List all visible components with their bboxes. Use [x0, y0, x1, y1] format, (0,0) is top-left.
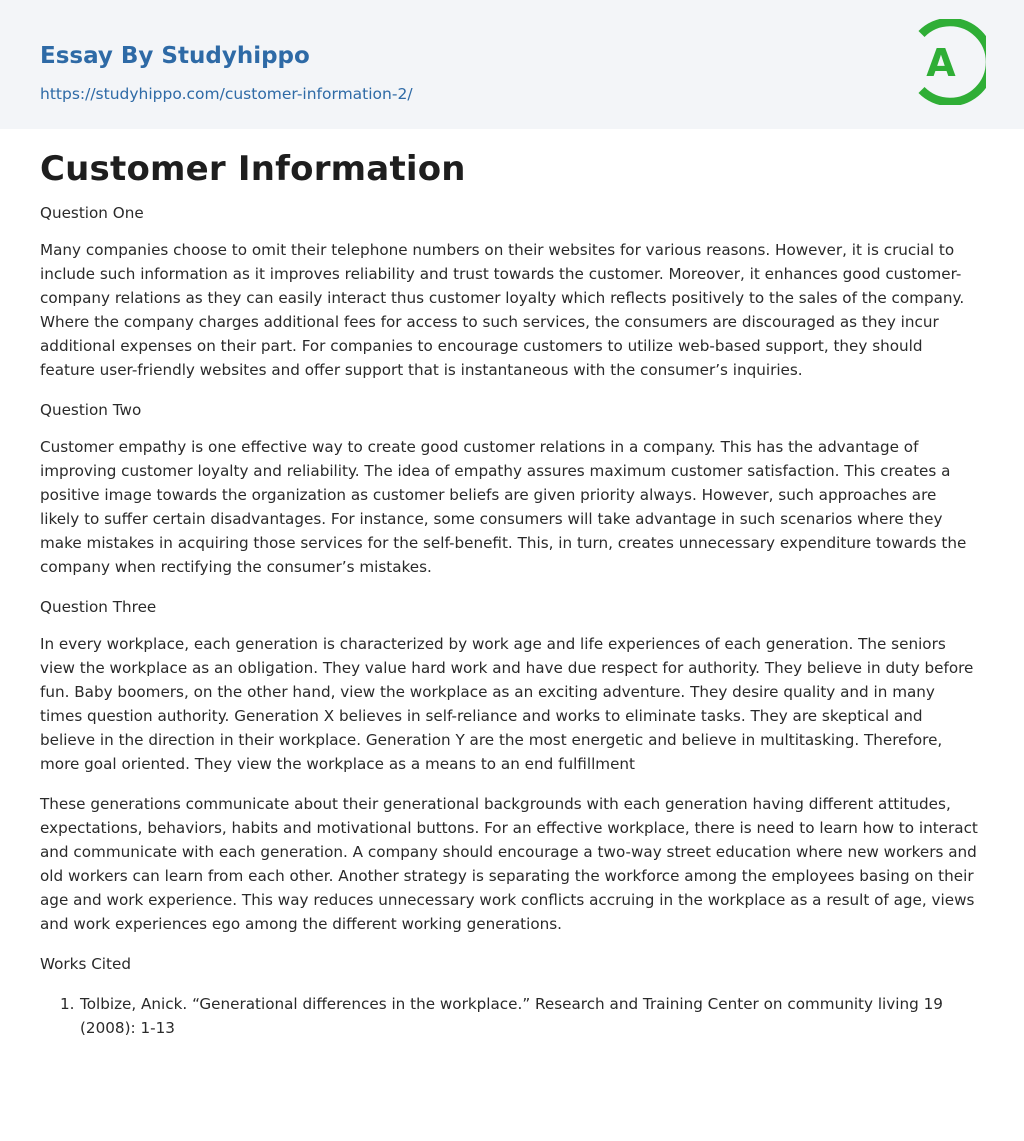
question-two-heading: Question Two	[40, 401, 142, 419]
list-item	[40, 992, 980, 1040]
reference-number: 1.	[60, 995, 75, 1013]
question-one-heading: Question One	[40, 204, 144, 222]
brand-title: Essay By Studyhippo	[40, 43, 310, 69]
question-three-heading: Question Three	[40, 598, 157, 616]
essay-content	[0, 129, 1024, 1040]
question-two-paragraph: Customer empathy is one effective way to create good customer relations in a company. This has the advantage of improving customer loyalty and reliability. The idea of empathy assures maximum customer satisfaction. This creates a positive image towards the organization as customer beliefs are given priority always. However, such approaches are likely to suffer certain disadvantages. For instance, some consumers will take advantage in such scenarios where they make mistakes in acquiring those services for the self-benefit. This, in turn, creates unnecessary expenditure towards the company when rectifying the consumer’s mistakes.	[40, 438, 967, 576]
reference-text: Tolbize, Anick. “Generational differences in the workplace.” Research and Training Center on community living 19 (2008): 1-13	[80, 995, 943, 1037]
logo-letter: A	[926, 41, 956, 85]
studyhippo-logo[interactable]	[916, 19, 986, 105]
question-three-paragraph-1: In every workplace, each generation is characterized by work age and life experiences of each generation. The seniors view the workplace as an obligation. They value hard work and have due respect for authority. They believe in duty before fun. Baby boomers, on the other hand, view the workplace as an exciting adventure. They desire quality and in many times question authority. Generation X believes in self-reliance and works to eliminate tasks. They are skeptical and believe in the direction in their workplace. Generation Y are the most energetic and believe in multitasking. Therefore, more goal oriented. They view the workplace as a means to an end fulfillment	[40, 635, 974, 773]
logo-icon	[916, 19, 986, 105]
question-three-paragraph-2: These generations communicate about their generational backgrounds with each generation having different attitudes, expectations, behaviors, habits and motivational buttons. For an effective workplace, there is need to learn how to interact and communicate with each generation. A company should encourage a two-way street education where new workers and old workers can learn from each other. Another strategy is separating the workforce among the employees basing on their age and work experience. This way reduces unnecessary work conflicts accruing in the workplace as a result of age, views and work experiences ego among the different working generations.	[40, 795, 978, 933]
page-title: Customer Information	[40, 149, 466, 189]
question-one-paragraph: Many companies choose to omit their telephone numbers on their websites for various reasons. However, it is crucial to include such information as it improves reliability and trust towards the customer. Moreover, it enhances good customer-company relations as they can easily interact thus customer loyalty which reflects positively to the sales of the company. Where the company charges additional fees for access to such services, the consumers are discouraged as they incur additional expenses on their part. For companies to encourage customers to utilize web-based support, they should feature user-friendly websites and offer support that is instantaneous with the consumer’s inquiries.	[40, 241, 965, 379]
works-cited-list	[40, 992, 980, 1040]
works-cited-heading: Works Cited	[40, 955, 131, 973]
page-header	[0, 0, 1024, 129]
source-url-link[interactable]: https://studyhippo.com/customer-information-2/	[40, 85, 413, 103]
